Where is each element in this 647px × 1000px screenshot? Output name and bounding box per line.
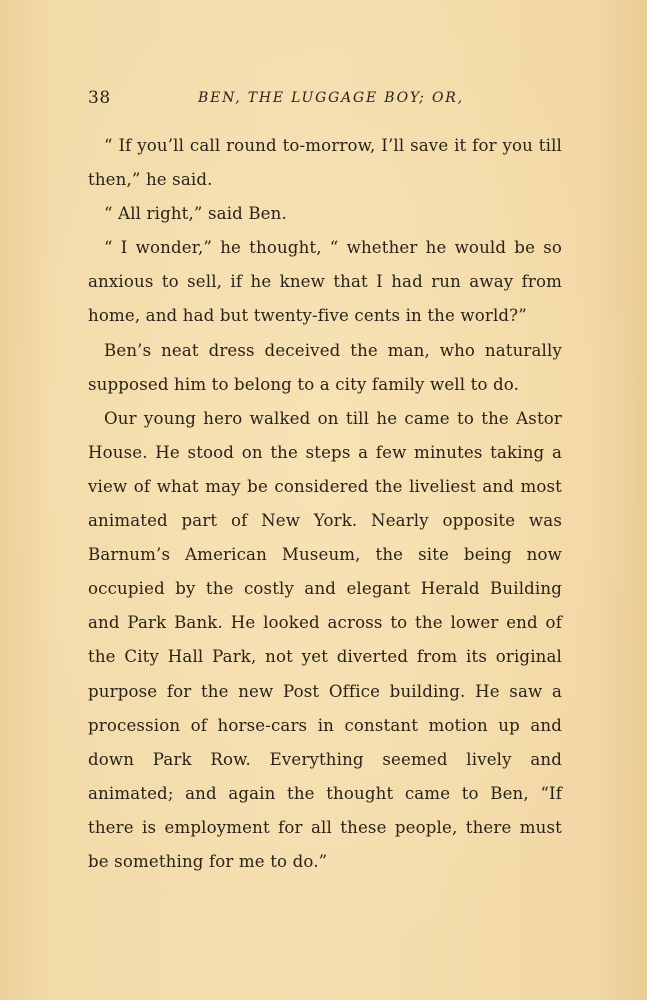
running-head: BEN, THE LUGGAGE BOY; OR, (198, 90, 464, 106)
page-number: 38 (88, 88, 111, 108)
paragraph: “ I wonder,” he thought, “ whether he would be so anxious to sell, if he knew that I had run away from home, and had but twenty-five cents in the world?” (88, 238, 562, 326)
paragraph: “ All right,” said Ben. (104, 204, 287, 224)
paragraph: Our young hero walked on till he came to the Astor House. He stood on the steps a few minutes taking a view of what may be considered the liveliest and most animated part of New York. Nearly opposite was Barnum’s American Museum, the site being now occupied by the costly and elegant Herald Building and Park Bank. He looked across to the lower end of the City Hall Park, not yet diverted from its original purpose for the new Post Office building. He saw a procession of horse-cars in constant motion up and down Park Row. Everything seemed lively and animated; and again the thought came to Ben, “If there is employment for all these people, there must be something for me to do.” (88, 408, 562, 871)
body-text (88, 129, 562, 879)
paragraph: “ If you’ll call round to-morrow, I’ll save it for you till then,” he said. (88, 136, 562, 190)
page-header (88, 86, 562, 110)
paragraph: Ben’s neat dress deceived the man, who naturally supposed him to belong to a city family well to do. (88, 340, 562, 394)
